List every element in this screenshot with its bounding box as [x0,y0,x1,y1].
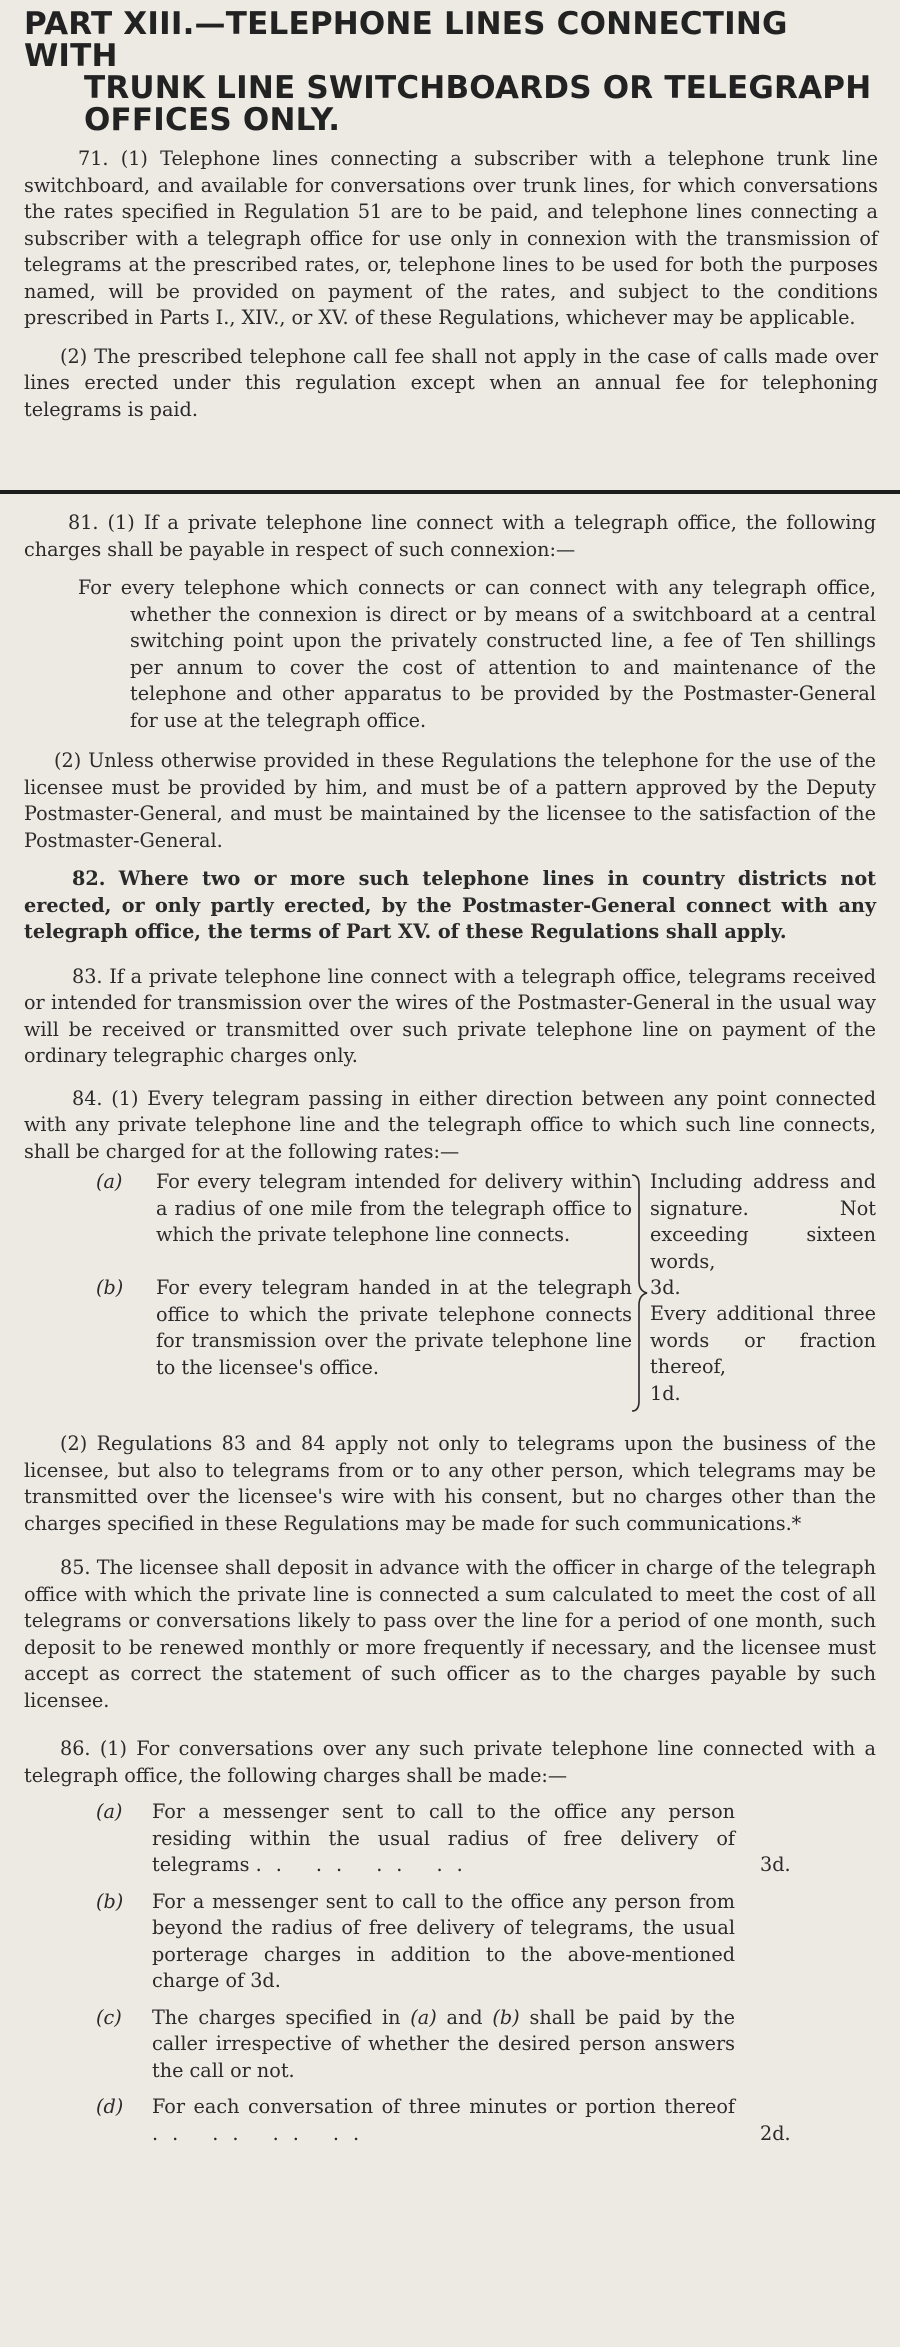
rate-additional-text: Every additional three words or fraction thereof, [650,1302,876,1378]
regulation-71-para-2: (2) The prescribed telephone call fee shall not apply in the case of calls made over lines erected under this regulation except when an annual fee for telephoning telegrams is paid. [24,344,878,421]
rate-item-b [96,1275,632,1381]
regulation-83: 83. If a private telephone line connect with a telegraph office, telegrams received or intended for transmission over the wires of the Postmaster-General in the usual way will be received or transmitted over such private telephone line on payment of the ordinary telegraphic charges only. [24,964,876,1067]
part-heading-line3: OFFICES ONLY. [84,102,341,138]
charge-item-b [0,1889,735,1995]
regulation-84-para-1: 84. (1) Every telegram passing in either direction between any point connected with any private telephone line and the telegraph office to which such line connects, shall be charged for at the following rates:— [24,1086,876,1163]
charge-item-c-text: The charges specified in (a) and (b) shall be paid by the caller irrespective of whether the desired person answers the call or not. [152,2005,735,2082]
rate-item-a-text: For every telegram intended for delivery within a radius of one mile from the telegraph office to which the private telephone line connects. [156,1170,632,1246]
part-heading [0,0,900,136]
regulation-81-para-1: 81. (1) If a private telephone line connect with a telegraph office, the following charges shall be payable in respect of such connexion:— [24,511,876,561]
conversation-charges-list [0,1799,900,2147]
charge-item-b-text: For a messenger sent to call to the office any person from beyond the radius of free delivery of telegrams, the usual porterage charges in addition to the above-mentioned charge of 3d. [152,1889,735,1992]
regulation-85: 85. The licensee shall deposit in advance with the officer in charge of the telegraph office with which the private line is connected a sum calculated to meet the cost of all telegrams or conversations likely to pass over the line for a period of one month, such deposit to be renewed monthly or more frequently if necessary, and the licensee must accept as correct the statement of such officer as to the charges payable by such licensee. [24,1556,876,1712]
part-heading-line2: TRUNK LINE SWITCHBOARDS OR TELEGRAPH [84,70,872,106]
charge-item-a-label: (a) [96,1800,123,1823]
charge-item-d-fee: 2d. [760,2121,791,2145]
rate-first-amount: 3d. [650,1276,681,1299]
charge-item-b-label: (b) [96,1889,124,1913]
rate-first-words [650,1169,876,1302]
charge-item-d-label: (d) [96,2095,124,2118]
leader-dots: .. .. .. .. [255,1853,477,1876]
part-heading-line1: PART XIII.—TELEPHONE LINES CONNECTING WITH [24,6,788,74]
part-xiii-section [0,0,900,488]
charge-item-d-text: For each conversation of three minutes or portion thereof [152,2095,735,2118]
charge-item-a [0,1799,791,1879]
rate-additional-words [650,1301,876,1407]
rate-additional-amount: 1d. [650,1381,681,1405]
charge-item-a-text: For a messenger sent to call to the office any person residing within the usual radius of free delivery of telegrams [152,1800,735,1876]
charge-item-d [0,2094,791,2147]
charge-item-a-fee: 3d. [760,1853,791,1876]
charge-item-c-label: (c) [96,2005,122,2029]
rate-item-a-label: (a) [96,1170,123,1193]
section-divider [0,490,900,494]
regulation-84-para-2: (2) Regulations 83 and 84 apply not only to telegrams upon the business of the licensee, but also to telegrams from or to any other person, which telegrams may be transmitted over the licensee's wire with his consent, but no charges other than the charges specified in these Regulations may be made for such communications.* [24,1432,876,1535]
regulation-82: 82. Where two or more such telephone lines in country districts not erected, or only partly erected, by the Postmaster-General connect with any telegraph office, the terms of Part XV. of these Regulations shall apply. [24,867,876,943]
charge-item-c [0,2005,735,2085]
regulations-81-86-section [0,500,900,2147]
regulation-86-para-1: 86. (1) For conversations over any such private telephone line connected with a telegraph office, the following charges shall be made:— [24,1737,876,1787]
rate-item-b-text: For every telegram handed in at the telegraph office to which the private telephone connects for transmission over the private telephone line to the licensee's office. [156,1276,632,1379]
regulation-81-fee-clause: For every telephone which connects or can connect with any telegraph office, whether the connexion is direct or by means of a switchboard at a central switching point upon the privately constructed line, a fee of Ten shillings per annum to cover the cost of attention to and maintenance of the telephone and other apparatus to be provided by the Postmaster-General for use at the telegraph office. [78,576,876,732]
rate-first-text: Including address and signature. Not exceeding sixteen words, [650,1170,876,1273]
regulation-71-para-1: 71. (1) Telephone lines connecting a subscriber with a telephone trunk line switchboard, and available for conversations over trunk lines, for which conversations the rates specified in Regulation 51 are to be paid, and telephone lines connecting a subscriber with a telegraph office for use only in connexion with the transmission of telegrams at the prescribed rates, or, telephone lines to be used for both the purposes named, will be provided on payment of the rates, and subject to the conditions prescribed in Parts I., XIV., or XV. of these Regulations, whichever may be applicable. [24,147,878,329]
leader-dots: .. .. .. .. [152,2121,374,2145]
rate-item-b-label: (b) [96,1276,124,1299]
regulation-81-para-2: (2) Unless otherwise provided in these Regulations the telephone for the use of the licensee must be provided by him, and must be of a pattern approved by the Deputy Postmaster-General, and must be maintained by the licensee to the satisfaction of the Postmaster-General. [24,749,876,852]
telegram-rates-table [0,1169,900,1421]
rate-item-a [96,1169,632,1249]
curly-brace-icon [630,1173,650,1413]
